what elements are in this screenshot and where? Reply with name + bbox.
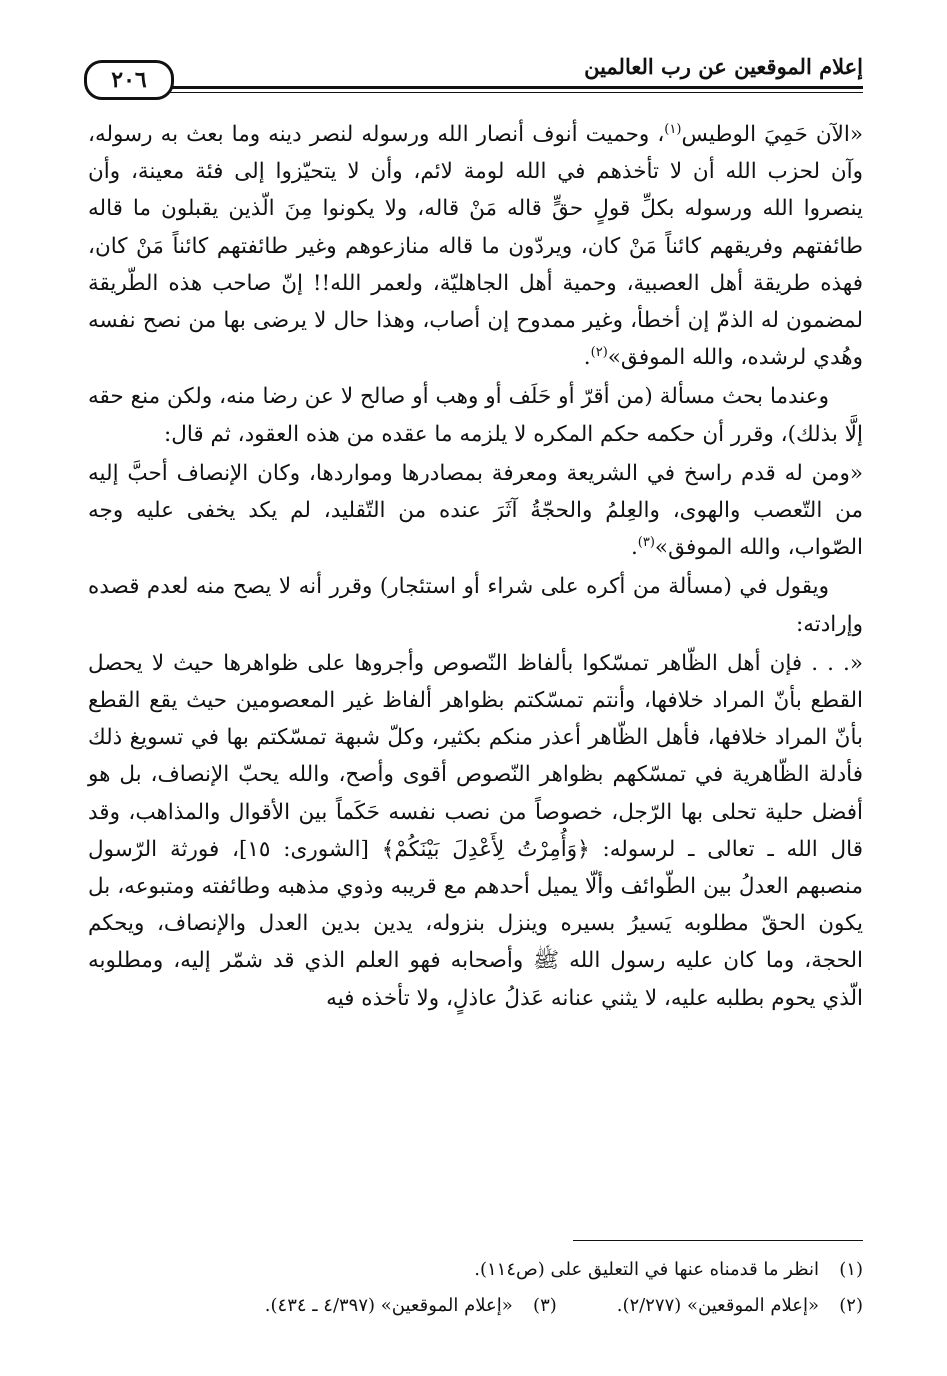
footnote-rule [573,1240,863,1241]
paragraph-1-part-a: «الآن حَمِيَ الوطيس [681,122,863,147]
footnote-1-number: (١) [839,1259,863,1280]
paragraph-3-part-a: «ومن له قدم راسخ في الشريعة ومعرفة بمصادرها ومواردها، وكان الإنصاف أحبَّ إليه من التّعصب والهوى، والعِلمُ والحجّةُ آثَرَ عنده من التّقليد، لم يكد يخفى عليه وجه الصّواب، والله الموفق» [88,460,863,561]
footnote-3-number: (٣) [533,1295,557,1316]
footnote-2-number: (٢) [839,1295,863,1316]
page-header [88,48,863,98]
footnote-2-text: «إعلام الموقعين» (٢/٢٧٧). [616,1295,819,1316]
paragraph-5: «. . . فإن أهل الظّاهر تمسّكوا بألفاظ النّصوص وأجروها على ظواهرها حيث لا يحصل القطع بأنّ المراد خلافها، وأنتم تمسّكتم بظواهر ألفاظ غير المعصومين حيث يقع القطع بأنّ المراد خلافها، فأهل الظّاهر أعذر منكم بكثير، وكلّ شبهة تمسّكتم بها في تسويغ ذلك فأدلة الظّاهرية في تمسّكهم بظواهر النّصوص أقوى وأصح، والله يحبّ الإنصاف، بل هو أفضل حلية تحلى بها الرّجل، خصوصاً من نصب نفسه حَكَماً بين الأقوال والمذاهب، وقد قال الله ـ تعالى ـ لرسوله: ﴿وَأُمِرْتُ لِأَعْدِلَ بَيْنَكُمْ﴾ [الشورى: ١٥]، فورثة الرّسول منصبهم العدلُ بين الطّوائف وألّا يميل أحدهم مع قريبه وذوي مذهبه وطائفته ومتبوعه، بل يكون الحقّ مطلوبه يَسيرُ بسيره وينزل بنزوله، يدين بدين العدل والإنصاف، ويحكم الحجة، وما كان عليه رسول الله ﷺ وأصحابه فهو العلم الذي قد شمّر إليه، ومطلوبه الّذي يحوم بطلبه عليه، لا يثني عنانه عَذلُ عاذلٍ، ولا تأخذه فيه [88,650,863,1011]
paragraph-4: ويقول في (مسألة من أكره على شراء أو استئجار) وقرر أنه لا يصح منه لعدم قصده وإرادته: [88,574,863,637]
footnote-1-text: انظر ما قدمناه عنها في التعليق على (ص١١٤). [474,1259,819,1280]
book-page [88,48,863,1338]
page-number: ٢٠٦ [84,60,174,100]
paragraph-1-part-b: ، وحميت أنوف أنصار الله ورسوله لنصر دينه وما بعث به رسوله، وآن لحزب الله أن لا تأخذهم في الله لومة لائم، وأن لا يتحيّزوا إلى فئة معينة، وأن ينصروا الله ورسوله بكلِّ قولٍ حقٍّ قاله مَنْ قاله، ولا يكونوا مِنَ الّذين يقبلون ما قاله طائفتهم وفريقهم كائناً مَنْ كان، ويردّون ما قاله منازعوهم وغير طائفتهم كائناً مَنْ كان، فهذه طريقة أهل العصبية، وحمية أهل الجاهليّة، ولعمر الله!! إنّ صاحب هذه الطّريقة لمضمون له الذمّ إن أخطأ، وغير ممدوح إن أصاب، وهذا حال لا يرضى بها من نصح نفسه وهُدي لرشده، والله الموفق» [88,122,863,371]
footnote-ref-1: (١) [664,121,682,137]
main-text [88,116,863,1017]
book-title: إعلام الموقعين عن رب العالمين [584,54,863,79]
footnote-ref-2: (٢) [590,345,608,361]
paragraph-2: وعندما بحث مسألة (من أقرّ أو حَلَف أو وهب أو صالح لا عن رضا منه، ولكن منع حقه إلَّا بذلك)، وقرر أن حكمه حكم المكره لا يلزمه ما عقده من هذه العقود، ثم قال: [88,384,863,447]
paragraph-1 [88,116,863,376]
footnote-3-text: «إعلام الموقعين» (٤/٣٩٧ ـ ٤٣٤). [264,1295,513,1316]
footnotes [88,1252,863,1324]
footnote-1 [88,1252,863,1288]
footnote-2 [88,1288,863,1324]
paragraph-1-part-c: . [583,345,591,371]
paragraph-3-part-b: . [630,535,638,561]
header-rule-thin [88,92,863,93]
footnote-ref-3: (٣) [637,535,655,551]
paragraph-3 [88,455,863,567]
header-rule [88,86,863,89]
